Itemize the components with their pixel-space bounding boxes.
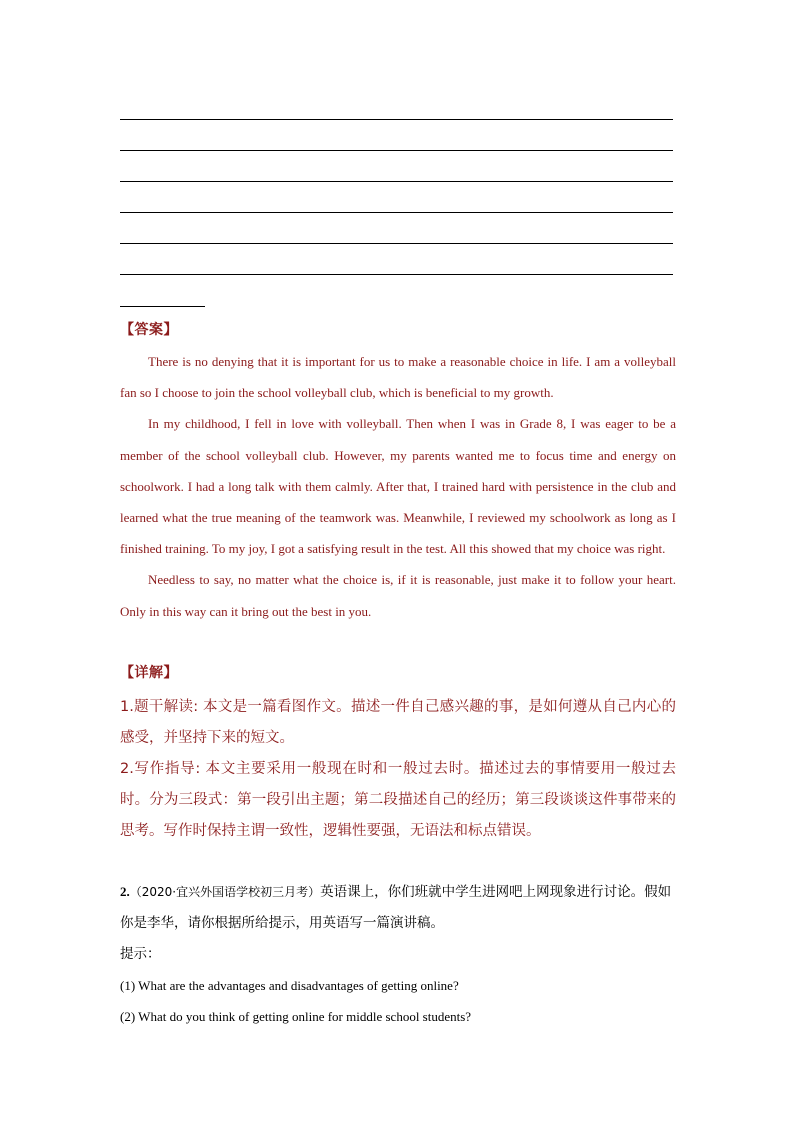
question-2 <box>120 876 676 1032</box>
hint-item: (1) What are the advantages and disadvantages of getting online? <box>120 978 459 993</box>
hint-label: 提示： <box>120 946 161 962</box>
writing-line <box>120 119 673 120</box>
answer-paragraph: There is no denying that it is important for us to make a reasonable choice in life. I am a volleyball fan so I choose to join the school volleyball club, which is beneficial to my growth. <box>120 354 676 401</box>
detail-explanation <box>120 692 676 847</box>
question-number: 2. <box>120 884 130 899</box>
question-source: （2020·宜兴外国语学校初三月考） <box>129 885 321 899</box>
answer-paragraph: Needless to say, no matter what the choice is, if it is reasonable, just make it to follow your heart. Only in this way can it bring out the best in you. <box>120 572 676 619</box>
answer-paragraph: In my childhood, I fell in love with volleyball. Then when I was in Grade 8, I was eager to be a member of the school volleyball club. However, my parents wanted me to focus time and energy on schoolwork. I had a long talk with them calmly. After that, I trained hard with persistence in the club and learned what the true meaning of the teamwork was. Meanwhile, I reviewed my schoolwork as long as I finished training. To my joy, I got a satisfying result in the test. All this showed that my choice was right. <box>120 416 676 557</box>
hint-item: (2) What do you think of getting online for middle school students? <box>120 1009 472 1024</box>
writing-line <box>120 243 673 244</box>
detail-item: 2.写作指导: 本文主要采用一般现在时和一般过去时。描述过去的事情要用一般过去时。分为三段式：第一段引出主题；第二段描述自己的经历；第三段谈谈这件事带来的思考。写作时保持主谓一致性，逻辑性要强，无语法和标点错误。 <box>120 761 676 839</box>
writing-line <box>120 150 673 151</box>
answer-essay <box>120 346 676 627</box>
writing-line <box>120 181 673 182</box>
short-writing-line <box>120 306 205 307</box>
detail-heading: 【详解】 <box>120 665 178 681</box>
answer-writing-lines <box>120 119 673 305</box>
detail-item: 1.题干解读: 本文是一篇看图作文。描述一件自己感兴趣的事，是如何遵从自己内心的感受，并坚持下来的短文。 <box>120 699 676 746</box>
question-stem <box>120 876 676 939</box>
answer-heading: 【答案】 <box>120 322 178 338</box>
question-prompt: 英语课上，你们班就中学生进网吧上网现象进行讨论。假如你是李华，请你根据所给提示，用英语写一篇演讲稿。 <box>120 884 672 931</box>
writing-line <box>120 212 673 213</box>
writing-line <box>120 274 673 275</box>
